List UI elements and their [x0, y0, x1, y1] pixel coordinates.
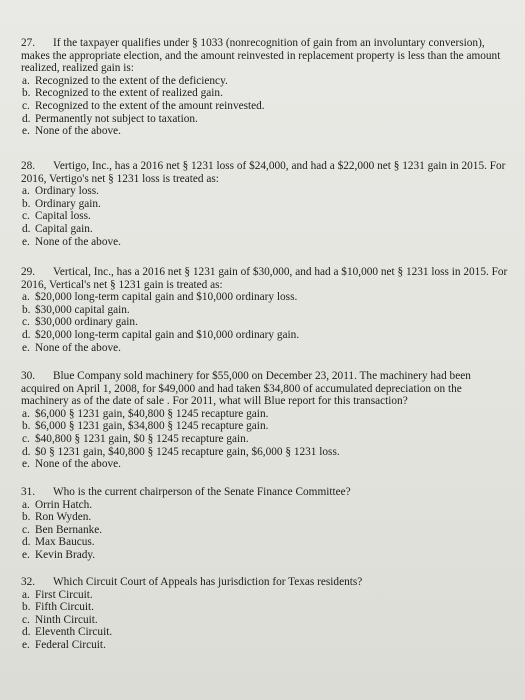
option-e — [0, 236, 525, 249]
question-text: Vertical, Inc., has a 2016 net § 1231 gain of $30,000, and had a $10,000 net § 1231 loss in 2015. For 2016, Vertical's net § 1231 gain is treated as: — [21, 266, 508, 291]
option-d — [0, 113, 525, 126]
option-letter: a. — [22, 291, 30, 304]
option-b — [0, 304, 525, 317]
answer-options — [0, 291, 525, 354]
option-text: $40,800 § 1231 gain, $0 § 1245 recapture gain. — [35, 432, 249, 445]
option-letter: b. — [22, 303, 31, 316]
option-c — [0, 524, 525, 537]
option-letter: a. — [22, 588, 30, 601]
option-d — [0, 536, 525, 549]
option-letter: b. — [22, 511, 31, 524]
answer-options — [0, 589, 525, 652]
option-c — [0, 100, 525, 113]
option-text: Ninth Circuit. — [35, 613, 98, 626]
option-text: Orrin Hatch. — [35, 498, 93, 511]
question-text: Who is the current chairperson of the Senate Finance Committee? — [53, 486, 351, 498]
question-27 — [0, 37, 525, 138]
option-text: None of the above. — [35, 458, 121, 471]
option-text: None of the above. — [35, 125, 121, 138]
option-text: Fifth Circuit. — [35, 601, 94, 614]
question-stem — [0, 576, 525, 589]
answer-options — [0, 408, 525, 471]
question-text: Blue Company sold machinery for $55,000 on December 23, 2011. The machinery had been acquired on April 1, 2008, for $49,000 and had taken $34,800 of accumulated depreciation on the machinery as of the date of sale . For 2011, what will Blue report for this transaction? — [21, 370, 471, 408]
question-number: 27. — [21, 37, 36, 49]
option-letter: b. — [22, 420, 31, 433]
question-text: If the taxpayer qualifies under § 1033 (nonrecognition of gain from an involuntary conversion), makes the appropriate election, and the amount reinvested in replacement property is less than the amount realized, realized gain is: — [21, 37, 501, 75]
option-letter: d. — [22, 328, 31, 341]
question-number: 29. — [21, 266, 36, 278]
option-text: Ben Bernanke. — [35, 523, 103, 536]
option-text: Permanently not subject to taxation. — [35, 112, 198, 125]
option-text: Recognized to the extent of the amount reinvested. — [35, 99, 265, 112]
option-a — [0, 291, 525, 304]
option-text: $30,000 ordinary gain. — [35, 316, 138, 329]
option-letter: b. — [22, 601, 31, 614]
option-c — [0, 433, 525, 446]
option-d — [0, 329, 525, 342]
option-text: Ron Wyden. — [35, 511, 92, 524]
option-d — [0, 446, 525, 459]
option-letter: c. — [22, 210, 30, 223]
option-text: $30,000 capital gain. — [35, 303, 130, 316]
question-31 — [0, 486, 525, 562]
question-30 — [0, 370, 525, 471]
option-d — [0, 223, 525, 236]
option-letter: b. — [22, 87, 31, 100]
answer-options — [0, 499, 525, 562]
option-letter: e. — [22, 638, 30, 651]
option-text: $20,000 long-term capital gain and $10,000 ordinary loss. — [35, 291, 298, 304]
option-e — [0, 639, 525, 652]
answer-options — [0, 185, 525, 248]
option-e — [0, 125, 525, 138]
option-letter: a. — [22, 185, 30, 198]
option-a — [0, 589, 525, 602]
option-letter: d. — [22, 626, 31, 639]
question-29 — [0, 266, 525, 354]
option-text: Recognized to the extent of the deficiency. — [35, 74, 228, 87]
option-c — [0, 210, 525, 223]
option-letter: c. — [22, 99, 30, 112]
option-text: $6,000 § 1231 gain, $40,800 § 1245 recapture gain. — [35, 407, 269, 420]
option-b — [0, 420, 525, 433]
question-text: Which Circuit Court of Appeals has jurisdiction for Texas residents? — [53, 576, 363, 588]
option-letter: e. — [22, 341, 30, 354]
option-letter: d. — [22, 536, 31, 549]
option-text: Capital gain. — [35, 222, 93, 235]
question-28 — [0, 160, 525, 248]
option-letter: a. — [22, 407, 30, 420]
option-letter: d. — [22, 112, 31, 125]
question-32 — [0, 576, 525, 652]
question-stem — [0, 370, 525, 408]
option-text: Ordinary loss. — [35, 185, 100, 198]
option-letter: d. — [22, 222, 31, 235]
option-letter: c. — [22, 523, 30, 536]
question-stem — [0, 160, 525, 185]
option-b — [0, 198, 525, 211]
option-text: Eleventh Circuit. — [35, 626, 113, 639]
option-text: Ordinary gain. — [35, 197, 101, 210]
option-text: Federal Circuit. — [35, 638, 106, 651]
option-letter: e. — [22, 548, 30, 561]
question-number: 32. — [21, 576, 36, 588]
option-text: None of the above. — [35, 235, 121, 248]
option-letter: a. — [22, 74, 30, 87]
option-letter: c. — [22, 432, 30, 445]
option-a — [0, 499, 525, 512]
option-text: $20,000 long-term capital gain and $10,000 ordinary gain. — [35, 328, 300, 341]
question-stem — [0, 37, 525, 75]
option-letter: a. — [22, 498, 30, 511]
option-text: Kevin Brady. — [35, 548, 96, 561]
question-text: Vertigo, Inc., has a 2016 net § 1231 loss of $24,000, and had a $22,000 net § 1231 gain in 2015. For 2016, Vertigo's net § 1231 loss is treated as: — [21, 160, 506, 185]
option-text: Capital loss. — [35, 210, 91, 223]
option-a — [0, 408, 525, 421]
option-b — [0, 87, 525, 100]
question-stem — [0, 266, 525, 291]
option-e — [0, 458, 525, 471]
option-b — [0, 511, 525, 524]
option-letter: e. — [22, 235, 30, 248]
option-c — [0, 614, 525, 627]
option-text: Recognized to the extent of realized gain. — [35, 87, 223, 100]
option-a — [0, 185, 525, 198]
question-number: 31. — [21, 486, 36, 498]
option-letter: b. — [22, 197, 31, 210]
question-number: 28. — [21, 160, 36, 172]
option-letter: e. — [22, 458, 30, 471]
option-e — [0, 342, 525, 355]
option-text: First Circuit. — [35, 588, 93, 601]
option-a — [0, 75, 525, 88]
option-letter: e. — [22, 125, 30, 138]
option-letter: c. — [22, 613, 30, 626]
option-letter: c. — [22, 316, 30, 329]
option-e — [0, 549, 525, 562]
answer-options — [0, 75, 525, 138]
option-d — [0, 626, 525, 639]
option-text: Max Baucus. — [35, 536, 95, 549]
option-b — [0, 601, 525, 614]
option-text: $6,000 § 1231 gain, $34,800 § 1245 recapture gain. — [35, 420, 269, 433]
option-text: None of the above. — [35, 341, 121, 354]
option-c — [0, 316, 525, 329]
option-letter: d. — [22, 445, 31, 458]
question-stem — [0, 486, 525, 499]
question-number: 30. — [21, 370, 36, 382]
option-text: $0 § 1231 gain, $40,800 § 1245 recapture gain, $6,000 § 1231 loss. — [35, 445, 340, 458]
